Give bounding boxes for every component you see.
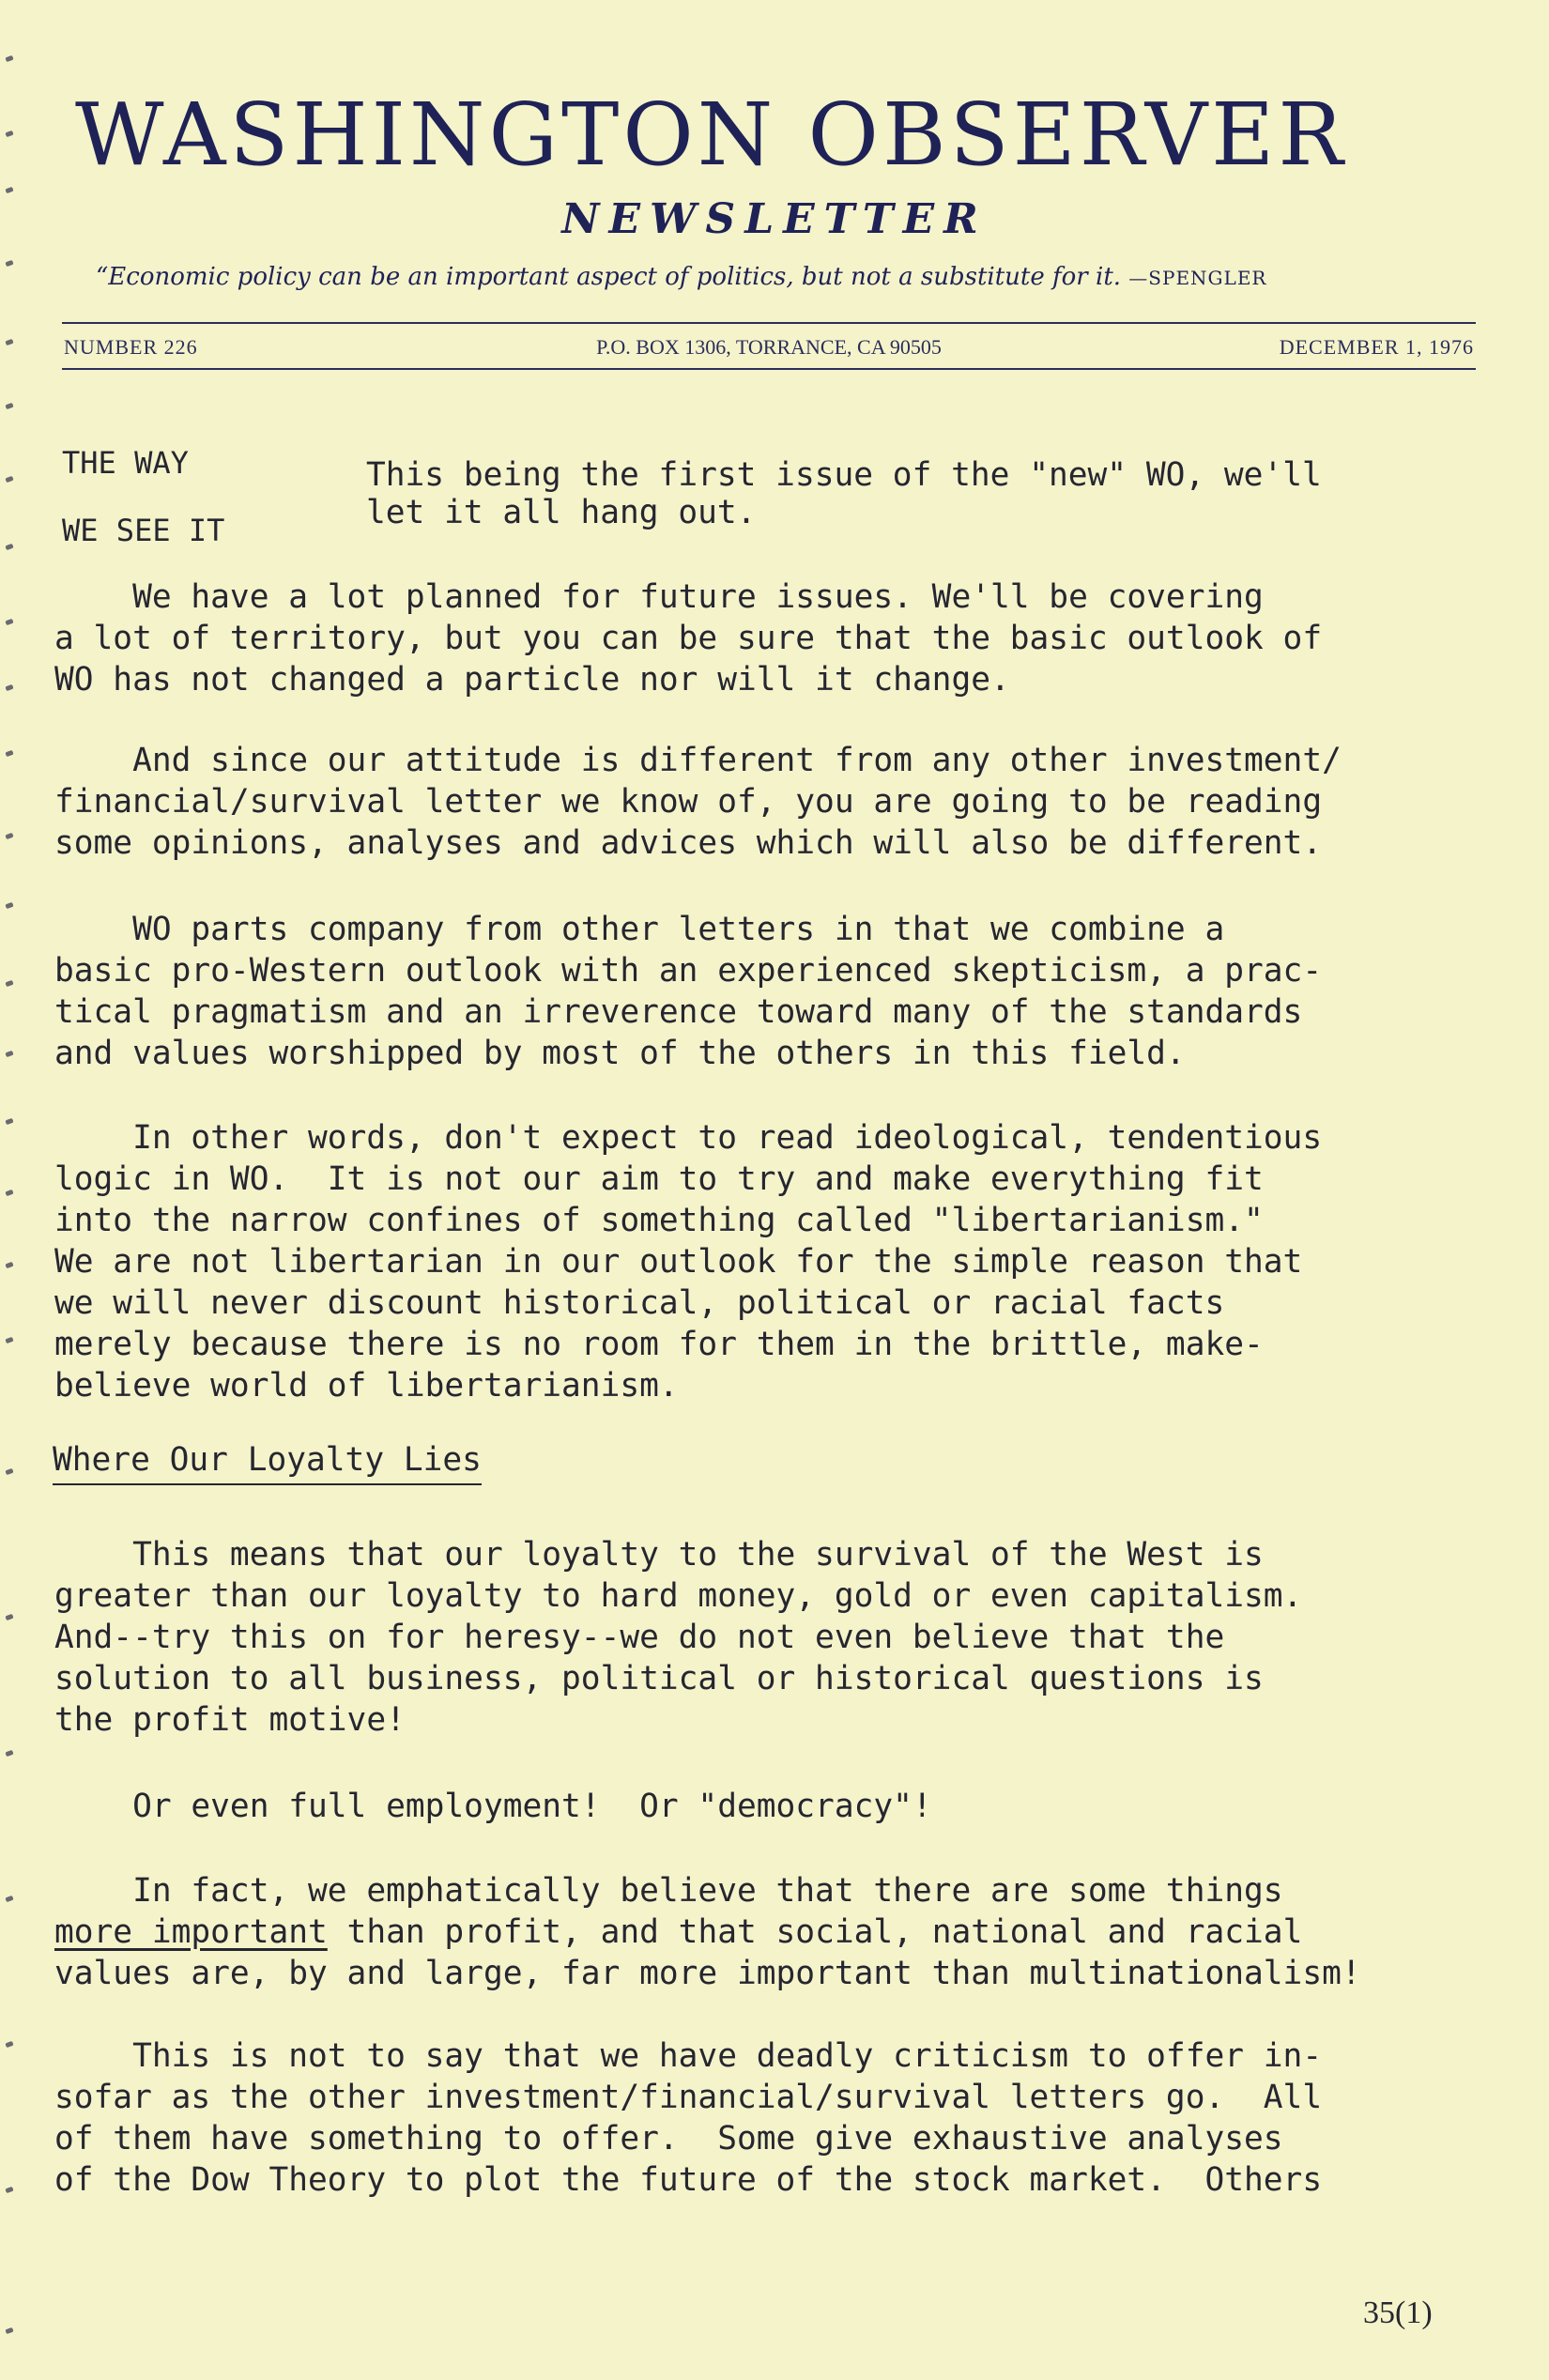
paragraph-8: This is not to say that we have deadly criticism to offer in- sofar as the other investment/financial/survival letters go. All of them have something to offer. Some give exhaustive analyses of the Dow Theory to plot the future of the stock market. Others [54, 2037, 1323, 2199]
header-rule-top [62, 322, 1476, 324]
masthead-quote [96, 265, 1457, 289]
masthead-title: WASHINGTON OBSERVER [75, 84, 1347, 185]
binding-hole-marks [0, 0, 28, 2380]
side-heading-line-1: THE WAY [62, 445, 189, 481]
paragraph-7-line-2: than profit, and that social, national and racial [327, 1913, 1303, 1951]
quote-text: “Economic policy can be an important aspect of politics, but not a substitute for it. [96, 263, 1122, 291]
paragraph-5: This means that our loyalty to the survival of the West is greater than our loyalty to hard money, gold or even capitalism. And--try this on for heresy--we do not even believe that the solution to all business, political or historical questions is the profit motive! [54, 1536, 1303, 1739]
intro-paragraph: This being the first issue of the "new" WO, we'll let it all hang out. [366, 456, 1322, 531]
paragraph-2: And since our attitude is different from any other investment/ financial/survival letter we know of, you are going to be reading some opinions, analyses and advices which will also be different. [54, 742, 1342, 862]
masthead-subtitle: NEWSLETTER [561, 195, 988, 243]
issue-number: NUMBER 226 [64, 335, 198, 359]
side-heading-line-2: WE SEE IT [62, 513, 225, 548]
paragraph-7-line-1: In fact, we emphatically believe that there are some things [54, 1872, 1283, 1910]
paragraph-4: In other words, don't expect to read ideological, tendentious logic in WO. It is not our aim to try and make everything fit into the narrow confines of something called "libertarianism." We are not libertarian in our outlook for the simple reason that we will never discount historical, political or racial facts merely because there is no room for them in the brittle, make- believe world of libertarianism. [54, 1119, 1323, 1405]
quote-attribution: —SPENGLER [1128, 267, 1267, 289]
page-number: 35(1) [1363, 2296, 1433, 2330]
paragraph-3: WO parts company from other letters in that we combine a basic pro-Western outlook with an experienced skepticism, a prac- tical pragmatism and an irreverence toward many of the standards and values worshipped by most of the others in this field. [54, 911, 1323, 1072]
paragraph-6: Or even full employment! Or "democracy"! [54, 1788, 932, 1825]
paragraph-1: We have a lot planned for future issues. We'll be covering a lot of territory, but you can be sure that the basic outlook of WO has not changed a particle nor will it change. [54, 578, 1323, 699]
emphasis-more-important: more important [54, 1913, 328, 1951]
issue-date: DECEMBER 1, 1976 [1279, 335, 1474, 359]
paragraph-7-line-3: values are, by and large, far more important than multinationalism! [54, 1955, 1361, 1992]
mailing-address: P.O. BOX 1306, TORRANCE, CA 90505 [596, 335, 942, 359]
paragraph-7 [54, 1870, 1500, 1994]
header-rule-bottom [62, 368, 1476, 370]
info-bar [62, 333, 1476, 361]
section-subheading: Where Our Loyalty Lies [53, 1441, 482, 1485]
